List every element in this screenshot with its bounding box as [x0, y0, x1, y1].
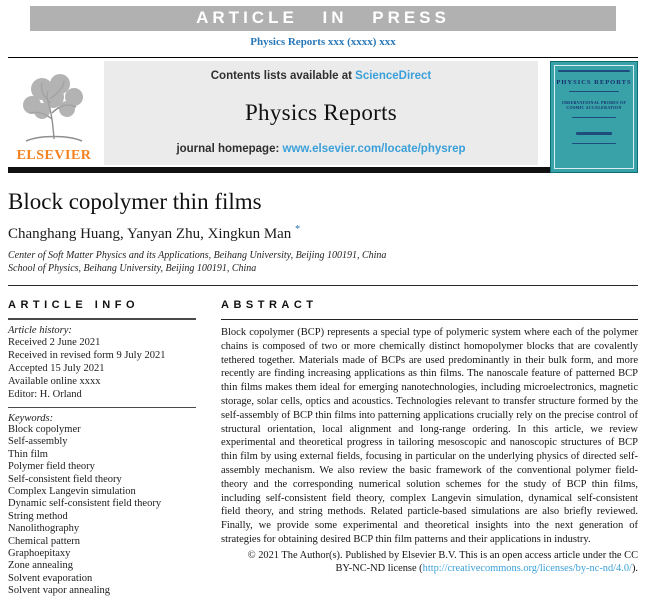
cover-decorative-line	[572, 143, 616, 144]
keywords-label: Keywords:	[8, 413, 54, 424]
affiliation-line: Center of Soft Matter Physics and its Applications, Beihang University, Beijing 100191, China	[8, 250, 387, 261]
affiliations	[8, 249, 638, 275]
cover-issue-subtitle: OBSERVATIONAL PROBES OF COSMIC ACCELERATION	[561, 100, 627, 110]
journal-masthead	[8, 57, 638, 165]
masthead-divider-bar	[8, 167, 638, 173]
article-history-item: Accepted 15 July 2021	[8, 363, 105, 374]
license-line	[221, 562, 638, 575]
article-info-heading: ARTICLE INFO	[8, 299, 139, 311]
abstract-column	[221, 293, 638, 598]
journal-homepage-link[interactable]: www.elsevier.com/locate/physrep	[282, 143, 466, 155]
contents-prefix-text: Contents lists available at	[210, 70, 356, 82]
article-info-rule	[8, 318, 196, 320]
journal-cover-inner	[554, 65, 634, 169]
license-url-link[interactable]: http://creativecommons.org/licenses/by-nc-nd/4.0/	[422, 563, 632, 575]
cover-decorative-line	[576, 132, 612, 135]
two-column-body	[8, 293, 638, 598]
keyword-item: Dynamic self-consistent field theory	[8, 498, 162, 510]
keyword-item: Polymer field theory	[8, 461, 95, 473]
article-history-label: Article history:	[8, 325, 72, 336]
contents-lists-line	[211, 70, 432, 82]
copyright-license-block	[221, 549, 638, 576]
keyword-item: String method	[8, 510, 68, 522]
cover-decorative-line	[558, 70, 630, 72]
abstract-text: Block copolymer (BCP) represents a special type of polymeric system where each of the polymer chains is composed of two or more chemically distinct homopolymer blocks that are covalently tethered together. Materials made of BCPs are used predominantly in their bulk form, and more recently are finding increasing applications as thin films. The nanoscale feature of patterned BCP thin films makes them ideal for emerging nanotechnologies, including microelectronics, magnetic storage, solar cells, optics and acoustics. Technologies relevant to transfer structure formed by the self-assembly of BCP thin films into patterning applications crucially rely on the precise control of structural orientation, local alignment and long-range ordering. In this article, we review experimental and theoretical progress in tailoring mesoscopic and nanoscopic structures of BCP thin film by using external fields, focusing in particular on the underlying physics of directed self-assembly mechanism. We also review the basic framework of the conventional polymer field-theory and the corresponding numerical solution schemes for the study of BCP thin films, including self-consistent field theory, complex Langevin simulation, dynamical self-consistent field theory, and string methods. Related particle-based simulations are also briefly reviewed. Finally, we provide some experimental and theoretical insights into the next generation of strategies for obtaining desired BCP thin film patterns and their applications in industry.	[221, 327, 638, 545]
abstract-heading: ABSTRACT	[221, 299, 318, 311]
keywords-list	[8, 424, 203, 598]
article-history-list	[8, 336, 203, 401]
author-list	[8, 224, 638, 243]
article-history-item: Available online xxxx	[8, 376, 101, 387]
journal-homepage-line	[176, 143, 465, 155]
keyword-item: Self-consistent field theory	[8, 473, 122, 485]
article-history-item: Received in revised form 9 July 2021	[8, 350, 166, 361]
title-section-divider	[8, 285, 638, 286]
author-names: Changhang Huang, Yanyan Zhu, Xingkun Man	[8, 226, 292, 242]
elsevier-tree-icon	[20, 73, 88, 149]
elsevier-wordmark: ELSEVIER	[16, 148, 92, 163]
journal-cover-thumbnail[interactable]	[550, 61, 638, 173]
keyword-item: Solvent evaporation	[8, 572, 93, 584]
copyright-line: © 2021 The Author(s). Published by Elsevier B.V. This is an open access article under the CC	[247, 549, 638, 561]
affiliation-line: School of Physics, Beihang University, Beijing 100191, China	[8, 263, 257, 274]
article-history-item: Editor: H. Orland	[8, 389, 82, 400]
license-prefix-text: BY-NC-ND license (	[335, 563, 423, 575]
article-title: Block copolymer thin films	[8, 189, 262, 214]
journal-title: Physics Reports	[244, 99, 398, 125]
keyword-item: Complex Langevin simulation	[8, 486, 136, 498]
keyword-item: Chemical pattern	[8, 535, 81, 547]
journal-citation-line[interactable]: Physics Reports xxx (xxxx) xxx	[250, 36, 396, 48]
keyword-item: Solvent vapor annealing	[8, 585, 111, 597]
homepage-prefix-text: journal homepage:	[176, 143, 283, 155]
abstract-rule	[221, 319, 638, 320]
keyword-item: Nanolithography	[8, 523, 80, 535]
cover-journal-title: PHYSICS REPORTS	[556, 79, 632, 86]
masthead-center-panel	[104, 61, 538, 165]
corresponding-author-mark[interactable]: *	[295, 224, 301, 235]
article-in-press-banner: ARTICLE IN PRESS	[30, 6, 616, 31]
keyword-item: Graphoepitaxy	[8, 548, 71, 560]
elsevier-logo	[8, 61, 100, 165]
keyword-item: Thin film	[8, 448, 48, 460]
article-info-mid-rule	[8, 407, 196, 408]
keyword-item: Self-assembly	[8, 436, 68, 448]
article-info-column	[8, 293, 203, 598]
keyword-item: Zone annealing	[8, 560, 74, 572]
article-history-item: Received 2 June 2021	[8, 337, 101, 348]
cover-decorative-line	[569, 91, 619, 92]
sciencedirect-link[interactable]: ScienceDirect	[355, 70, 432, 82]
cover-decorative-line	[572, 117, 616, 118]
keyword-item: Block copolymer	[8, 424, 81, 435]
license-suffix-text: ).	[631, 563, 638, 575]
